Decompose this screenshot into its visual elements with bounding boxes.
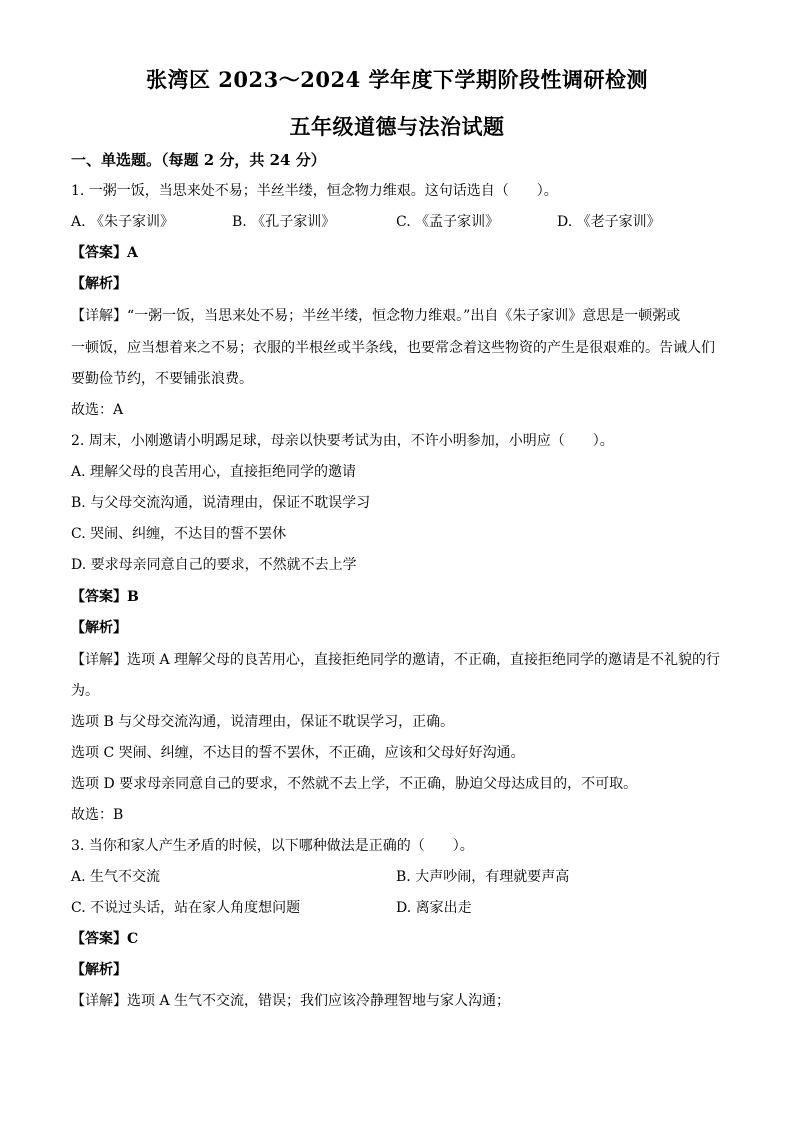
q2-option-b: B. 与父母交流沟通，说清理由，保证不耽误学习 <box>71 495 371 511</box>
q2-analysis-label: 【解析】 <box>71 620 127 636</box>
exam-subtitle: 五年级道德与法治试题 <box>289 114 505 139</box>
q1-answer: 【答案】A <box>71 245 138 261</box>
q2-option-c: C. 哭闹、纠缠，不达目的誓不罢休 <box>71 526 287 542</box>
q2-detail-line-1: 【详解】选项 A 理解父母的良苦用心，直接拒绝同学的邀请，不正确，直接拒绝同学的邀请是不礼貌的行 <box>71 652 721 668</box>
q2-detail-line-5: 选项 D 要求母亲同意自己的要求，不然就不去上学，不正确，胁迫父母达成目的，不可取。 <box>71 776 638 792</box>
q3-option-a: A. 生气不交流 <box>71 869 161 885</box>
q1-option-a: A. 《朱子家训》 <box>71 214 175 230</box>
exam-title: 张湾区 2023～2024 学年度下学期阶段性调研检测 <box>145 67 648 92</box>
q3-option-b: B. 大声吵闹，有理就要声高 <box>396 869 570 885</box>
q3-option-d: D. 离家出走 <box>396 900 472 916</box>
q2-detail-line-2: 为。 <box>71 683 99 699</box>
q1-detail-line-1: 【详解】“一粥一饭，当思来处不易；半丝半缕，恒念物力维艰。”出自《朱子家训》意思是一顿粥或 <box>71 308 681 324</box>
q2-choice: 故选：B <box>71 807 124 823</box>
q1-option-b: B. 《孔子家训》 <box>232 214 336 230</box>
q3-option-c: C. 不说过头话，站在家人角度想问题 <box>71 900 301 916</box>
q3-stem: 3. 当你和家人产生矛盾的时候，以下哪种做法是正确的（ ）。 <box>71 838 474 854</box>
q2-answer: 【答案】B <box>71 589 139 605</box>
q3-answer: 【答案】C <box>71 931 139 947</box>
q2-option-a: A. 理解父母的良苦用心，直接拒绝同学的邀请 <box>71 464 357 480</box>
q3-analysis-label: 【解析】 <box>71 962 127 978</box>
q3-detail-line-1: 【详解】选项 A 生气不交流，错误；我们应该冷静理智地与家人沟通； <box>71 993 511 1009</box>
q1-detail-line-3: 要勤俭节约，不要铺张浪费。 <box>71 371 253 387</box>
q1-choice: 故选：A <box>71 402 124 418</box>
q2-detail-line-4: 选项 C 哭闹、纠缠，不达目的誓不罢休，不正确，应该和父母好好沟通。 <box>71 745 525 761</box>
q1-detail-line-2: 一顿饭，应当想着来之不易；衣服的半根丝或半条线，也要常念着这些物资的产生是很艰难的。告诫人们 <box>71 340 715 356</box>
q2-option-d: D. 要求母亲同意自己的要求，不然就不去上学 <box>71 557 357 573</box>
q1-stem: 1. 一粥一饭，当思来处不易；半丝半缕，恒念物力维艰。这句话选自（ ）。 <box>71 183 558 199</box>
q2-stem: 2. 周末，小刚邀请小明踢足球，母亲以快要考试为由，不许小明参加，小明应（ ）。 <box>71 433 614 449</box>
q1-option-d: D. 《老子家训》 <box>557 214 661 230</box>
q1-analysis-label: 【解析】 <box>71 276 127 292</box>
q1-option-c: C. 《孟子家训》 <box>396 214 500 230</box>
q2-detail-line-3: 选项 B 与父母交流沟通，说清理由，保证不耽误学习，正确。 <box>71 714 455 730</box>
section-heading: 一、单选题。（每题 2 分，共 24 分） <box>71 151 326 169</box>
